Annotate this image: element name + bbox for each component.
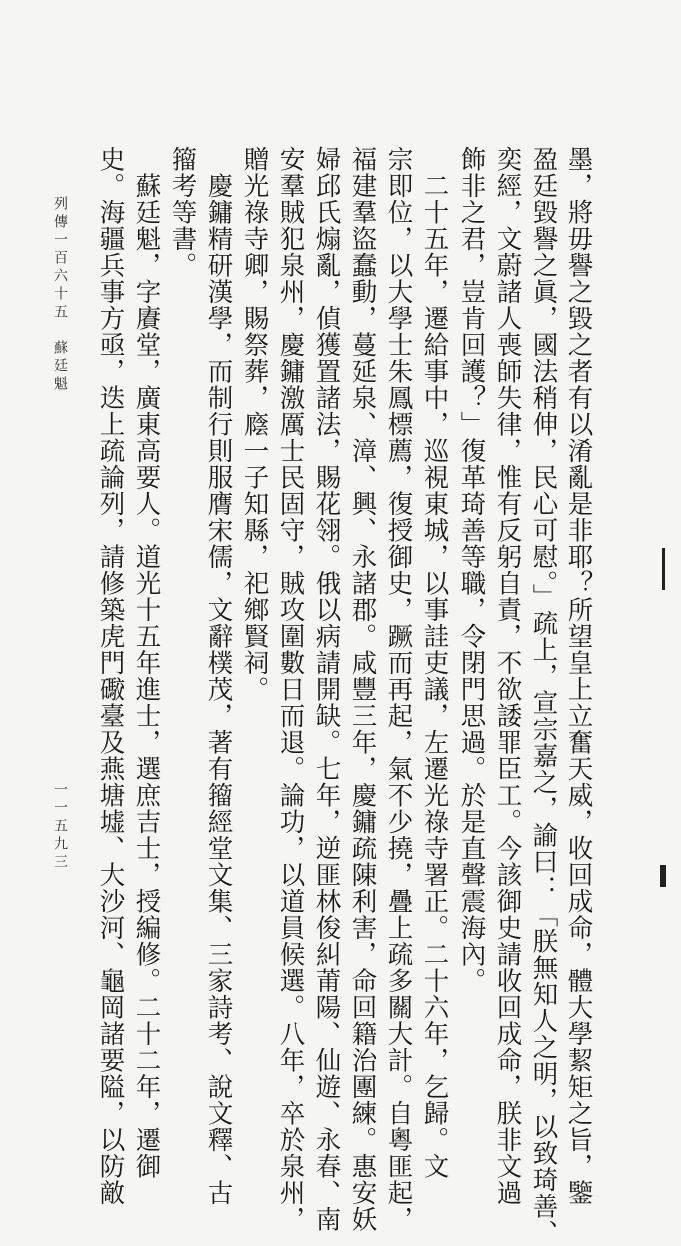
text-column-6: 宗即位，以大學士朱鳳標薦，復授御史，蹶而再起，氣不少撓，疊上疏多關大計。自粵匪起， <box>383 146 414 1233</box>
text-column-14: 史。海疆兵事方亟，迭上疏論列，請修築虎門礮臺及燕塘墟、大沙河、龜岡諸要隘，以防敵 <box>95 146 126 1206</box>
text-column-10: 贈光祿寺卿，賜祭葬，廕一子知縣，祀鄉賢祠。 <box>239 146 270 703</box>
text-column-12: 籀考等書。 <box>167 146 198 279</box>
text-column-1: 墨，將毋譽之毀之者有以淆亂是非耶？所望皇上立奮天威，收回成命，體大學絜矩之旨，鑒 <box>563 146 594 1206</box>
text-column-4: 飾非之君，豈肯回護？」復革琦善等職，令閉門思過。於是直聲震海內。 <box>456 146 487 994</box>
text-column-3: 奕經，文蔚諸人喪師失律，惟有反躬自責，不欲諉罪臣工。今該御史請收回成命，朕非文過 <box>492 146 523 1206</box>
text-column-9: 安羣賊犯泉州，慶鏞激厲士民固守，賊攻圍數日而退。論功，以道員候選。八年，卒於泉州， <box>275 146 306 1233</box>
text-column-7: 福建羣盜蠢動，蔓延泉、漳、興、永諸郡。咸豐三年，慶鏞疏陳利害，命回籍治團練。惠安妖 <box>347 146 378 1233</box>
text-column-2: 盈廷毀譽之眞，國法稍伸，民心可慰。」疏上，宣宗嘉之，諭曰：「朕無知人之明，以致琦善、 <box>528 146 559 1246</box>
page-number: 一一五九三 <box>52 782 68 872</box>
scan-mark <box>662 548 665 590</box>
text-column-13: 蘇廷魁，字賡堂，廣東高要人。道光十五年進士，選庶吉士，授編修。二十二年，遷御 <box>131 146 162 1180</box>
text-column-5: 二十五年，遷給事中，巡視東城，以事詿吏議，左遷光祿寺署正。二十六年，乞歸。文 <box>419 146 450 1180</box>
text-column-8: 婦邱氏煽亂，偵獲置諸法，賜花翎。俄以病請開缺。七年，逆匪林俊糾莆陽、仙遊、永春、南 <box>311 146 342 1233</box>
running-title: 列傳一百六十五 蘇廷魁 <box>52 196 68 394</box>
scan-mark <box>660 865 666 887</box>
text-column-11: 慶鏞精研漢學，而制行則服膺宋儒，文辭樸茂，著有籀經堂文集、三家詩考、說文釋、古 <box>203 146 234 1206</box>
